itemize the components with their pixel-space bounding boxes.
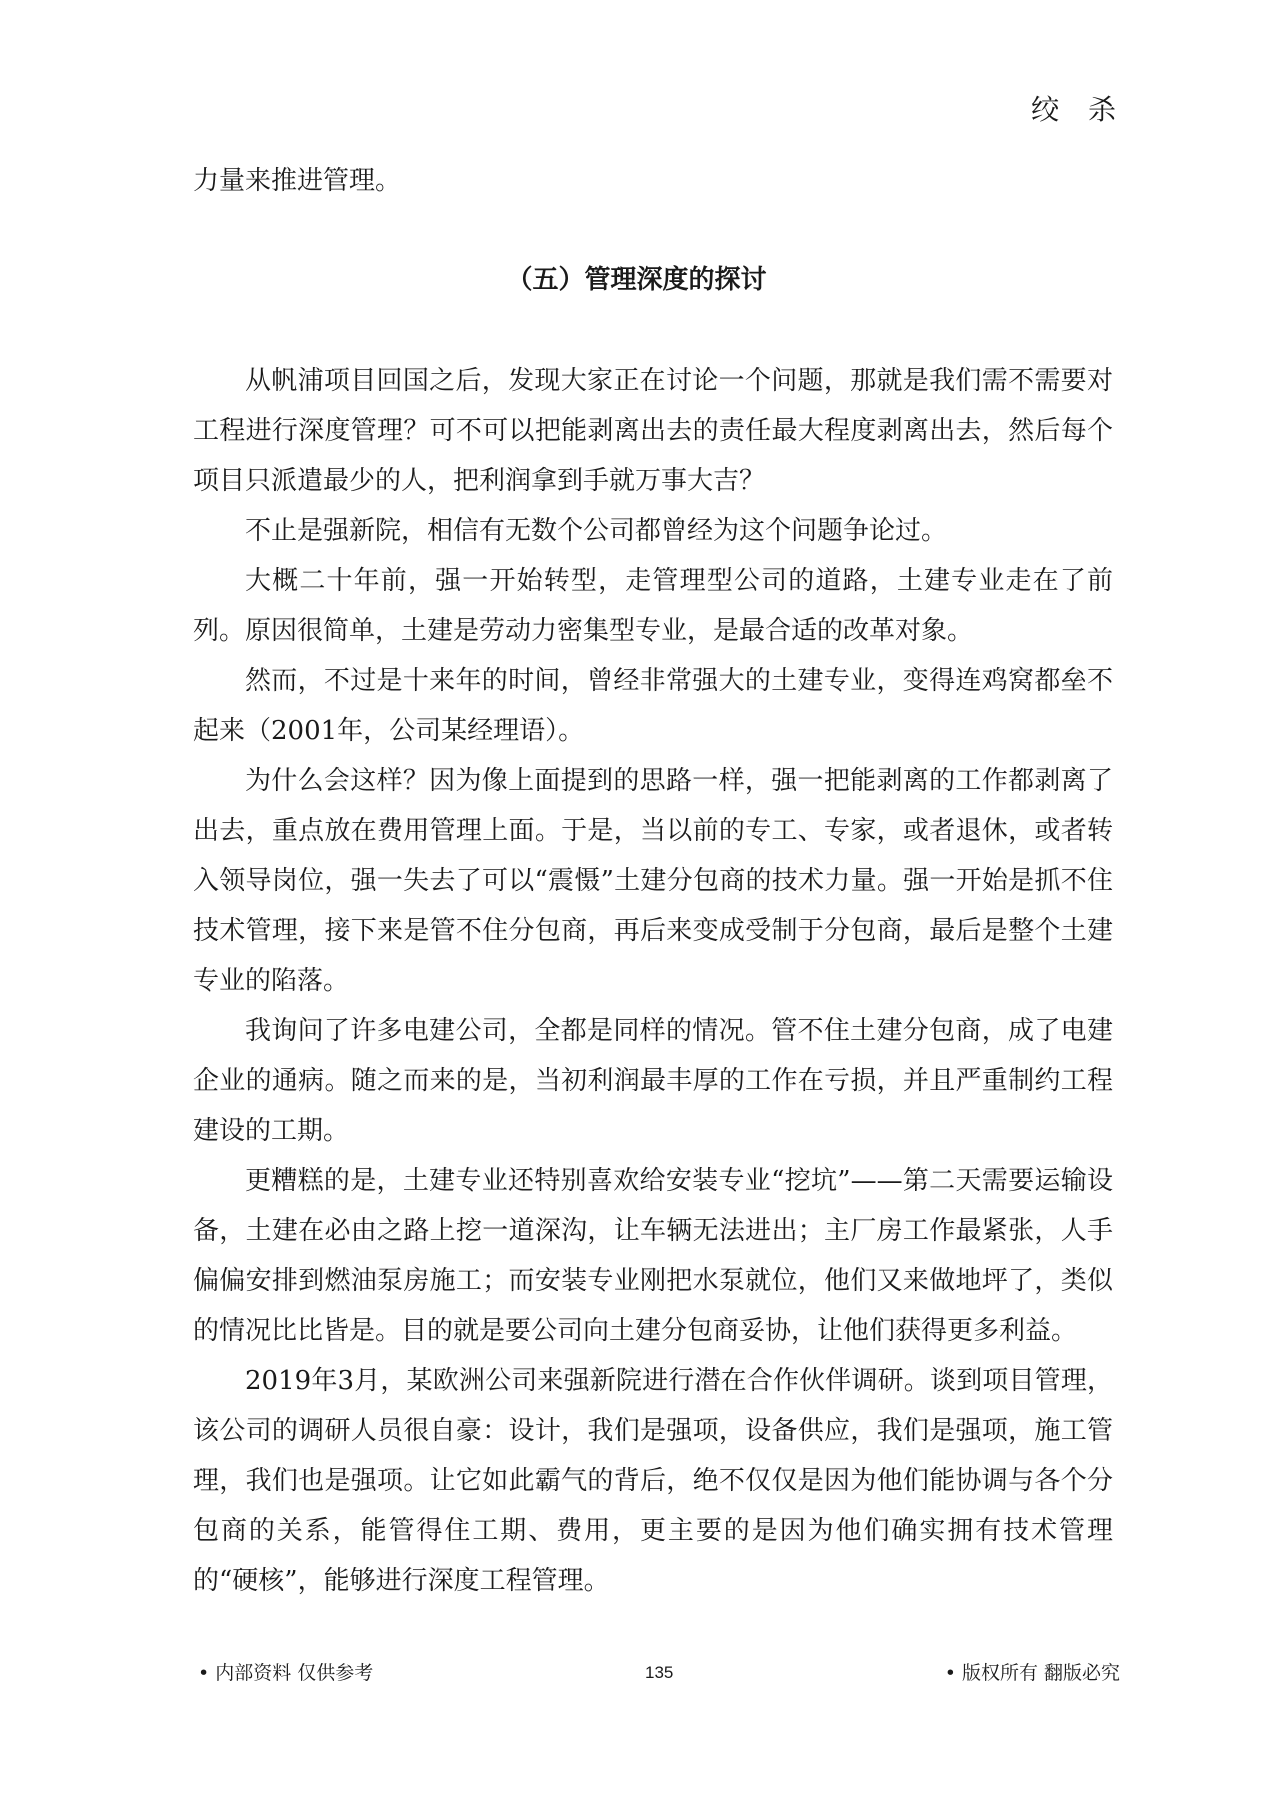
footer-internal-note	[198, 1658, 373, 1688]
paragraph: 为什么会这样？因为像上面提到的思路一样，强一把能剥离的工作都剥离了出去，重点放在费用管理上面。于是，当以前的专工、专家，或者退休，或者转入领导岗位，强一失去了可以“震慑”土建分包商的技术力量。强一开始是抓不住技术管理，接下来是管不住分包商，再后来变成受制于分包商，最后是整个土建专业的陷落。	[193, 766, 1113, 996]
paragraph: 从帆浦项目回国之后，发现大家正在讨论一个问题，那就是我们需不需要对工程进行深度管理？可不可以把能剥离出去的责任最大程度剥离出去，然后每个项目只派遣最少的人，把利润拿到手就万事大吉？	[193, 366, 1113, 496]
continuation-paragraph	[193, 156, 1113, 206]
paragraph: 更糟糕的是，土建专业还特别喜欢给安装专业“挖坑”——第二天需要运输设备，土建在必由之路上挖一道深沟，让车辆无法进出；主厂房工作最紧张，人手偏偏安排到燃油泵房施工；而安装专业刚把水泵就位，他们又来做地坪了，类似的情况比比皆是。目的就是要公司向土建分包商妥协，让他们获得更多利益。	[193, 1166, 1113, 1346]
paragraph: 力量来推进管理。	[193, 166, 402, 196]
footer-copyright	[945, 1658, 1120, 1688]
page-number: 135	[645, 1663, 674, 1682]
bullet-icon: •	[198, 1662, 210, 1684]
paragraph: 然而，不过是十来年的时间，曾经非常强大的土建专业，变得连鸡窝都垒不起来（2001年，公司某经理语）。	[193, 666, 1113, 746]
footer-right-text: 版权所有 翻版必究	[961, 1662, 1120, 1684]
running-header-title: 绞 杀	[1031, 93, 1126, 126]
bullet-icon: •	[944, 1662, 956, 1684]
section-heading: （五）管理深度的探讨	[506, 265, 767, 295]
paragraph: 2019年3月，某欧洲公司来强新院进行潜在合作伙伴调研。谈到项目管理，该公司的调研人员很自豪：设计，我们是强项，设备供应，我们是强项，施工管理，我们也是强项。让它如此霸气的背后，绝不仅仅是因为他们能协调与各个分包商的关系，能管得住工期、费用，更主要的是因为他们确实拥有技术管理的“硬核”，能够进行深度工程管理。	[193, 1366, 1113, 1596]
footer-left-text: 内部资料 仅供参考	[215, 1662, 374, 1684]
section-body	[193, 356, 1113, 1606]
paragraph: 我询问了许多电建公司，全都是同样的情况。管不住土建分包商，成了电建企业的通病。随之而来的是，当初利润最丰厚的工作在亏损，并且严重制约工程建设的工期。	[193, 1016, 1113, 1146]
paragraph: 不止是强新院，相信有无数个公司都曾经为这个问题争论过。	[245, 516, 948, 546]
paragraph: 大概二十年前，强一开始转型，走管理型公司的道路，土建专业走在了前列。原因很简单，土建是劳动力密集型专业，是最合适的改革对象。	[193, 566, 1113, 646]
